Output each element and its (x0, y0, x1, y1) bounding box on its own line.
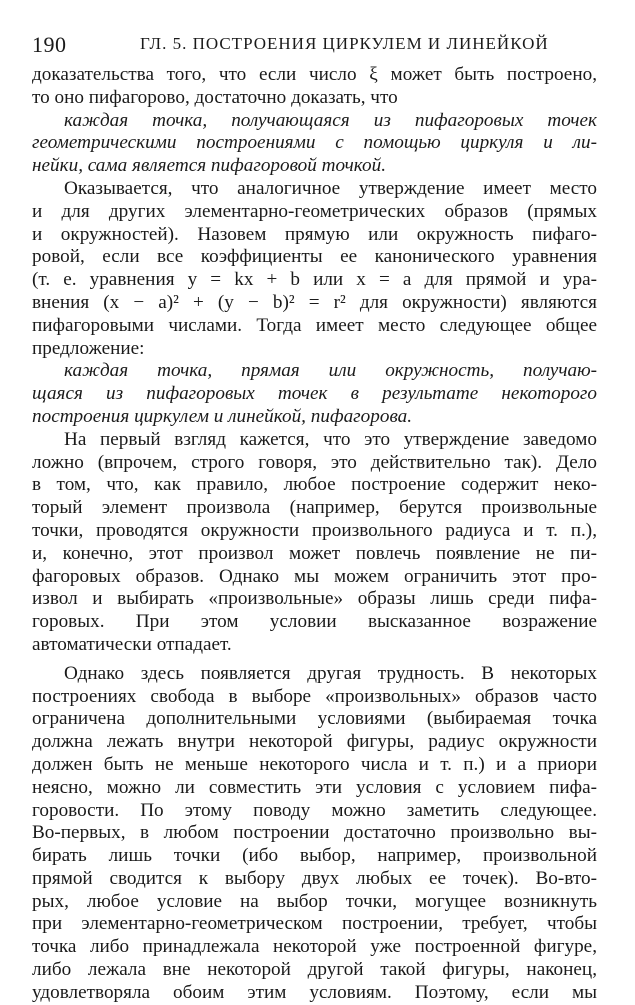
text-line: доказательства того, что если число ξ может быть построено, (32, 64, 597, 85)
text-line: то оно пифагорово, достаточно доказать, что (32, 86, 398, 108)
text-line: построения циркулем и линейкой, пифагорова. (32, 405, 413, 427)
text-line: внения (x − a)² + (y − b)² = r² для окружности) являются (32, 291, 597, 313)
text-line: фагоровых образов. Однако мы можем ограничить этот про- (32, 565, 597, 587)
text-line: ложно (впрочем, строго говоря, это действительно так). Дело (32, 451, 597, 473)
text-line: неясно, можно ли совместить эти условия с условием пифа- (32, 776, 597, 798)
text-line: ровой, если все коэффициенты ее канонического уравнения (32, 246, 597, 268)
text-line: и для других элементарно-геометрических образов (прямых (32, 200, 597, 222)
page-body (32, 64, 597, 1005)
text-line: Оказывается, что аналогичное утверждение имеет место (64, 177, 597, 199)
text-line: построениях свобода в выборе «произвольных» образов часто (32, 685, 597, 707)
text-line: предложение: (32, 337, 145, 359)
text-line: Однако здесь появляется другая трудность. В некоторых (64, 662, 597, 684)
text-line: и, конечно, этот произвол может повлечь появление не пи- (32, 542, 597, 564)
text-line: горовости. По этому поводу можно заметить следующее. (32, 799, 597, 821)
running-title: ГЛ. 5. ПОСТРОЕНИЯ ЦИРКУЛЕМ И ЛИНЕЙКОЙ (140, 34, 549, 53)
text-line: каждая точка, получающаяся из пифагоровых точек (64, 109, 597, 131)
text-line: автоматически отпадает. (32, 633, 232, 655)
text-line: должна лежать внутри некоторой фигуры, радиус окружности (32, 731, 597, 753)
text-line: прямой сводится к выбору двух любых ее точек). Во-вто- (32, 867, 597, 889)
text-line: и окружностей). Назовем прямую или окружность пифаго- (32, 223, 597, 245)
text-line: На первый взгляд кажется, что это утверждение заведомо (64, 428, 597, 450)
text-line: каждая точка, прямая или окружность, получаю- (64, 360, 597, 382)
page-number: 190 (32, 32, 67, 57)
text-line: в том, что, как правило, любое построение содержит неко- (32, 474, 597, 496)
text-line: торый элемент произвола (например, берутся произвольные (32, 497, 597, 519)
text-line: бирать лишь точки (ибо выбор, например, произвольной (32, 845, 597, 867)
text-line: геометрическими построениями с помощью циркуля и ли- (32, 132, 597, 154)
text-line: щаяся из пифагоровых точек в результате некоторого (32, 383, 597, 405)
text-line: точка либо принадлежала некоторой уже построенной фигуре, (32, 936, 597, 958)
text-line: при элементарно-геометрическом построении, требует, чтобы (32, 913, 597, 935)
text-line: извол и выбирать «произвольные» образы лишь среди пифа- (32, 588, 597, 610)
text-line: должен быть не меньше некоторого числа и т. п.) и а приори (32, 753, 597, 775)
text-line: удовлетворяла обоим этим условиям. Поэтому, если мы (32, 981, 597, 1003)
text-line: ограничена дополнительными условиями (выбираемая точка (32, 708, 597, 730)
text-line: точки, проводятся окружности произвольного радиуса и т. п.), (32, 519, 597, 541)
text-line: либо лежала вне некоторой другой такой фигуры, наконец, (32, 959, 597, 981)
text-line: горовых. При этом условии высказанное возражение (32, 611, 597, 633)
text-line: нейки, сама является пифагоровой точкой. (32, 155, 386, 177)
text-line: (т. е. уравнения y = kx + b или x = a для прямой и ура- (32, 269, 597, 291)
book-page (32, 30, 597, 1005)
text-line: рых, любое условие на выбор точки, могущее возникнуть (32, 890, 597, 912)
text-line: Во-первых, в любом построении достаточно произвольно вы- (32, 822, 597, 844)
text-line: пифагоровыми числами. Тогда имеет место следующее общее (32, 314, 597, 336)
page-header (32, 30, 597, 64)
